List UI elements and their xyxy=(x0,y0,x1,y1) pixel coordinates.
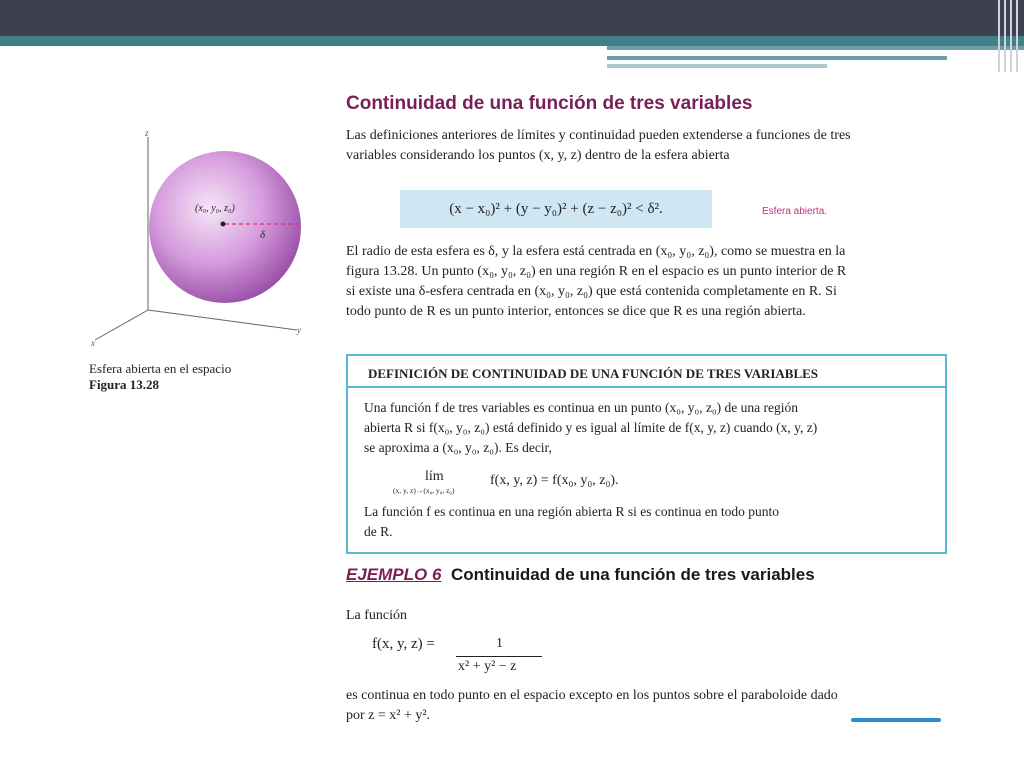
caption-line-1: Esfera abierta en el espacio xyxy=(89,361,232,376)
definition-line-1: Una función f de tres variables es continua en un punto (x₀, y₀, z₀) de una región xyxy=(364,400,798,415)
intro-line-2: variables considerando los puntos (x, y, z) dentro de la esfera abierta xyxy=(346,148,730,163)
limit-subscript: (x, y, z)→(x₀, y₀, z₀) xyxy=(393,486,455,495)
x-axis xyxy=(95,310,148,340)
example-title: Continuidad de una función de tres variables xyxy=(451,565,815,584)
closing-line-2: de R. xyxy=(364,524,393,539)
axis-y-label: y xyxy=(297,325,301,335)
decorative-underline xyxy=(851,718,941,722)
slide-accent-strip xyxy=(0,36,1024,46)
page-title: Continuidad de una función de tres variables xyxy=(346,93,753,114)
fraction-denominator: x² + y² − z xyxy=(458,659,517,674)
definition-line-3: se aproxima a (x₀, y₀, z₀). Es decir, xyxy=(364,440,552,455)
radius-line-2: figura 13.28. Un punto (x₀, y₀, z₀) en una región R en el espacio es un punto interior de R xyxy=(346,264,847,279)
sphere-figure xyxy=(85,125,325,355)
conclusion-line-2: por z = x² + y². xyxy=(346,708,431,723)
caption-line-2: Figura 13.28 xyxy=(89,377,160,392)
definition-heading: DEFINICIÓN DE CONTINUIDAD DE UNA FUNCIÓN DE TRES VARIABLES xyxy=(348,356,945,388)
delta-label: δ xyxy=(260,229,266,241)
definition-body xyxy=(364,398,924,458)
slide-header-bar xyxy=(0,0,1024,36)
y-axis xyxy=(148,310,297,330)
limit-expression: f(x, y, z) = f(x₀, y₀, z₀). xyxy=(490,473,619,488)
example-label: EJEMPLO 6 xyxy=(346,565,442,584)
radius-line-1: El radio de esta esfera es δ, y la esfera está centrada en (x₀, y₀, z₀), como se muestra en la xyxy=(346,244,846,259)
conclusion-line-1: es continua en todo punto en el espacio excepto en los puntos sobre el paraboloide dado xyxy=(346,688,838,703)
slide-decorative-lines xyxy=(607,46,1024,72)
radius-line-3: si existe una δ-esfera centrada en (x₀, y₀, z₀) que está contenida completamente en R. Si xyxy=(346,284,837,299)
side-note: Esfera abierta. xyxy=(762,206,828,217)
fraction-bar xyxy=(456,656,542,657)
definition-line-2: abierta R si f(x₀, y₀, z₀) está definido y es igual al límite de f(x, y, z) cuando (x, y, z) xyxy=(364,420,818,435)
limit-word: lím xyxy=(425,469,444,484)
function-left-side: f(x, y, z) = xyxy=(372,636,435,652)
radius-paragraph xyxy=(346,242,946,322)
definition-closing xyxy=(364,502,924,542)
closing-line-1: La función f es continua en una región abierta R si es continua en todo punto xyxy=(364,504,780,519)
sphere-center-point xyxy=(221,222,226,227)
sphere-formula: (x − x₀)² + (y − y₀)² + (z − z₀)² < δ². xyxy=(449,200,663,217)
axis-x-label: x xyxy=(91,338,95,348)
fraction-numerator: 1 xyxy=(496,636,503,651)
slide-vertical-lines xyxy=(994,0,1024,72)
open-sphere xyxy=(149,151,301,303)
intro-paragraph xyxy=(346,126,946,166)
axis-z-label: z xyxy=(145,128,149,138)
point-label: (x₀, y₀, z₀) xyxy=(195,203,235,214)
figure-caption xyxy=(89,361,231,393)
definition-box xyxy=(346,354,947,554)
example-intro: La función xyxy=(346,608,408,623)
sphere-formula-box xyxy=(400,190,712,228)
radius-line-4: todo punto de R es un punto interior, entonces se dice que R es una región abierta. xyxy=(346,304,806,319)
intro-line-1: Las definiciones anteriores de límites y continuidad pueden extenderse a funciones de tres xyxy=(346,128,851,143)
